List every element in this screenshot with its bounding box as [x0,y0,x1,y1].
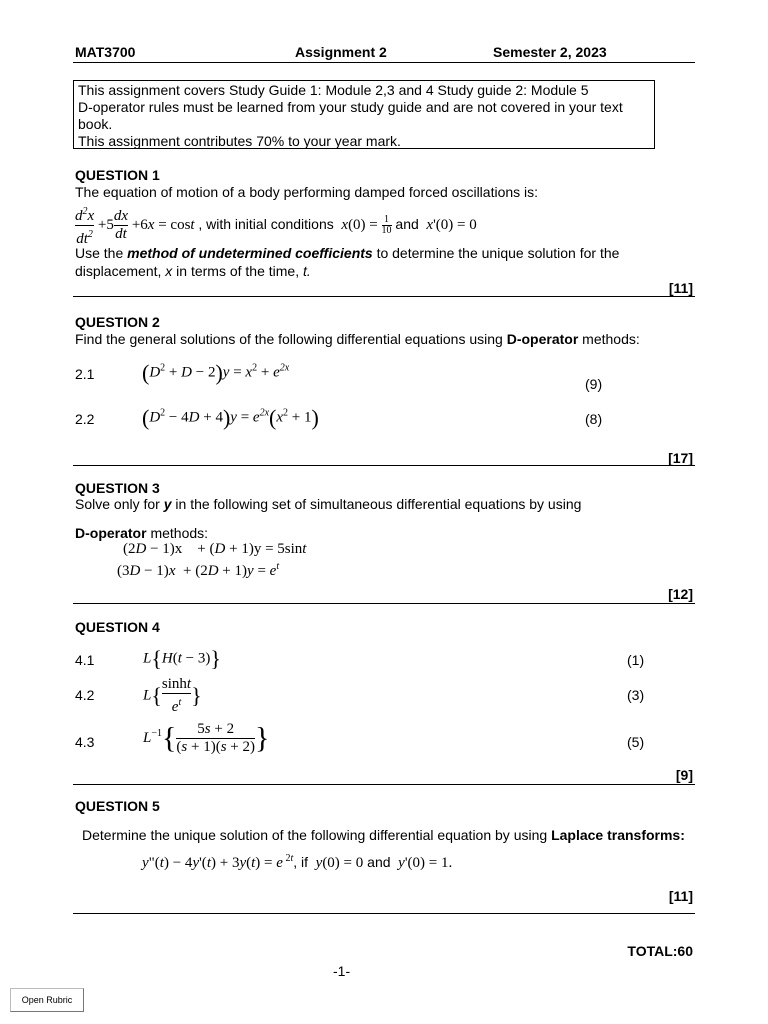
total-marks: TOTAL:60 [627,943,693,959]
q3-text-y: y [163,496,172,512]
q4-item-number: 4.2 [75,687,95,703]
q1-use-post: to determine the unique solution for the [372,245,620,261]
q3-methods [75,525,208,541]
q5-rule [73,913,695,914]
assignment-title: Assignment 2 [295,44,387,60]
q5-if: , if [293,854,308,870]
q5-marks: [11] [668,888,693,904]
q1-marks: [11] [668,280,693,296]
q3-methods-text: methods: [146,525,209,541]
intro-line: D-operator rules must be learned from your study guide and are not covered in your text [78,99,623,115]
q1-use-pre: Use the [75,245,128,261]
q2-heading: QUESTION 2 [75,314,160,330]
q3-text-pre: Solve only for [75,496,164,512]
q1-text: The equation of motion of a body performing damped forced oscillations is: [75,184,539,200]
q4-item-marks: (5) [627,734,645,750]
q3-dop: D-operator [75,525,147,541]
q5-text-pre: Determine the unique solution of the following differential equation by using [82,827,552,843]
q2-text-bold: D-operator [506,331,579,347]
q2-text-pre: Find the general solutions of the following differential equations using [75,331,507,347]
q5-text-bold: Laplace transforms: [551,827,685,843]
intro-line: book. [78,116,113,132]
q3-rule [73,603,695,604]
q1-line2-mid: in terms of the time, [172,263,303,279]
q2-rule [73,465,695,466]
q1-rule [73,296,695,297]
q4-marks: [9] [675,767,693,783]
q3-heading: QUESTION 3 [75,480,160,496]
q2-item-marks: (8) [585,411,603,427]
q1-line2-pre: displacement, [75,263,166,279]
q1-heading: QUESTION 1 [75,167,160,183]
q4-item-number: 4.1 [75,652,95,668]
page-number: -1- [333,963,351,979]
q5-and: and [367,854,391,870]
q1-line2-t: t. [303,263,311,279]
q2-1-equation: $(D^2 + D - 2)y = x^2 + e^{2x}$ [142,360,290,385]
intro-box [73,80,655,149]
q4-rule [73,784,695,785]
course-code: MAT3700 [75,44,136,60]
q4-3-expression: $L^{-1}${ $\frac{5s + 2}{(s + 1)(s + 2)}$ } [143,721,270,755]
q3-text-post: in the following set of simultaneous differential equations by using [171,496,582,512]
q3-marks: [12] [668,586,693,602]
q1-equation: $\frac{d^2x}{dt^2}$ +5 $\frac{dx}{dt}$ +6x = cost , with initial conditions x(0) = $\frac{1}{10}$ and x'(0) = 0 [75,206,477,247]
q2-item-number: 2.1 [75,366,95,382]
q4-item-marks: (1) [627,652,645,668]
header-rule [73,62,695,63]
q3-equation-1: (2D − 1)x + (D + 1)y = 5sint [123,541,307,557]
open-rubric-button[interactable]: Open Rubric [10,988,84,1012]
q2-text-post: methods: [578,331,640,347]
q5-text [82,827,685,843]
q4-heading: QUESTION 4 [75,619,160,635]
q5-heading: QUESTION 5 [75,798,160,814]
intro-line: This assignment covers Study Guide 1: Module 2,3 and 4 Study guide 2: Module 5 [78,82,589,98]
q4-1-expression: L{H(t − 3)} [143,646,221,671]
q1-method: method of undetermined coefficients [127,245,373,261]
q1-instruction [75,245,619,261]
q2-text [75,331,640,347]
q2-2-equation: $(D^2 - 4D + 4)y = e^{2x}(x^2 + 1)$ [142,405,319,430]
q3-text [75,496,581,512]
q2-item-number: 2.2 [75,411,95,427]
q4-item-number: 4.3 [75,734,95,750]
q2-marks: [17] [668,450,693,466]
q4-2-expression: L{ $\frac{\sinh t}{e^t}$ } [143,676,202,715]
q4-item-marks: (3) [627,687,645,703]
q1-instruction-line2 [75,263,311,279]
q3-equation-2: $(3D - 1)x + (2D + 1)y = e^t$ [117,561,280,579]
q5-equation: y"(t) − 4y'(t) + 3y(t) = e $^{2t}$, if y(0) = 0 and y'(0) = 1. [142,853,453,871]
semester-label: Semester 2, 2023 [493,44,607,60]
q2-item-marks: (9) [585,376,603,392]
q1-ic-text: , with initial conditions [198,215,334,232]
q1-and: and [395,215,419,232]
q1-line2-x: x [165,263,173,279]
intro-line: This assignment contributes 70% to your year mark. [78,133,401,149]
